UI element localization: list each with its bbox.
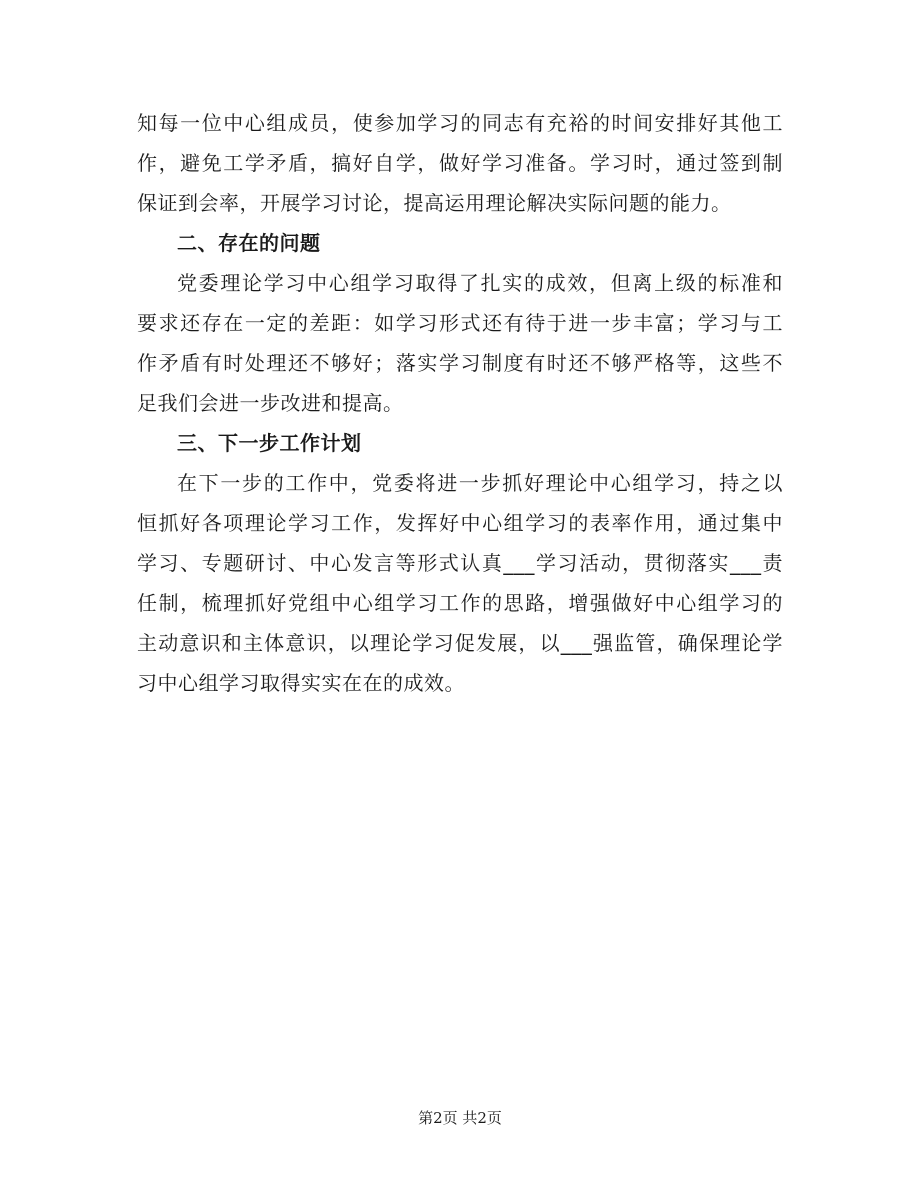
text-line: 恒抓好各项理论学习工作，发挥好中心组学习的表率作用，通过集中	[137, 511, 783, 535]
text-line: 要求还存在一定的差距：如学习形式还有待于进一步丰富；学习与工	[137, 311, 783, 335]
text-line: 足我们会进一步改进和提高。	[137, 391, 404, 415]
text-line: 知每一位中心组成员，使参加学习的同志有充裕的时间安排好其他工	[137, 111, 783, 135]
text-line: 保证到会率，开展学习讨论，提高运用理论解决实际问题的能力。	[137, 191, 732, 215]
section-heading-problems: 二、存在的问题	[177, 231, 321, 255]
paragraph-problems	[137, 263, 783, 423]
paragraph-continuation	[137, 103, 783, 223]
section-heading-next-plan: 三、下一步工作计划	[177, 431, 362, 455]
text-line: 作矛盾有时处理还不够好；落实学习制度有时还不够严格等，这些不	[137, 351, 783, 375]
document-body	[137, 103, 783, 703]
text-line: 在下一步的工作中，党委将进一步抓好理论中心组学习，持之以	[177, 471, 783, 495]
text-line: 党委理论学习中心组学习取得了扎实的成效，但离上级的标准和	[177, 271, 783, 295]
text-line: 主动意识和主体意识，以理论学习促发展，以___强监管，确保理论学	[137, 631, 783, 655]
page-number-footer: 第2页 共2页	[418, 1109, 502, 1127]
text-line: 作，避免工学矛盾，搞好自学，做好学习准备。学习时，通过签到制	[137, 151, 783, 175]
text-line: 学习、专题研讨、中心发言等形式认真___学习活动，贯彻落实___责	[137, 551, 783, 575]
paragraph-next-plan	[137, 463, 783, 703]
text-line: 任制，梳理抓好党组中心组学习工作的思路，增强做好中心组学习的	[137, 591, 783, 615]
text-line: 习中心组学习取得实实在在的成效。	[137, 671, 465, 695]
